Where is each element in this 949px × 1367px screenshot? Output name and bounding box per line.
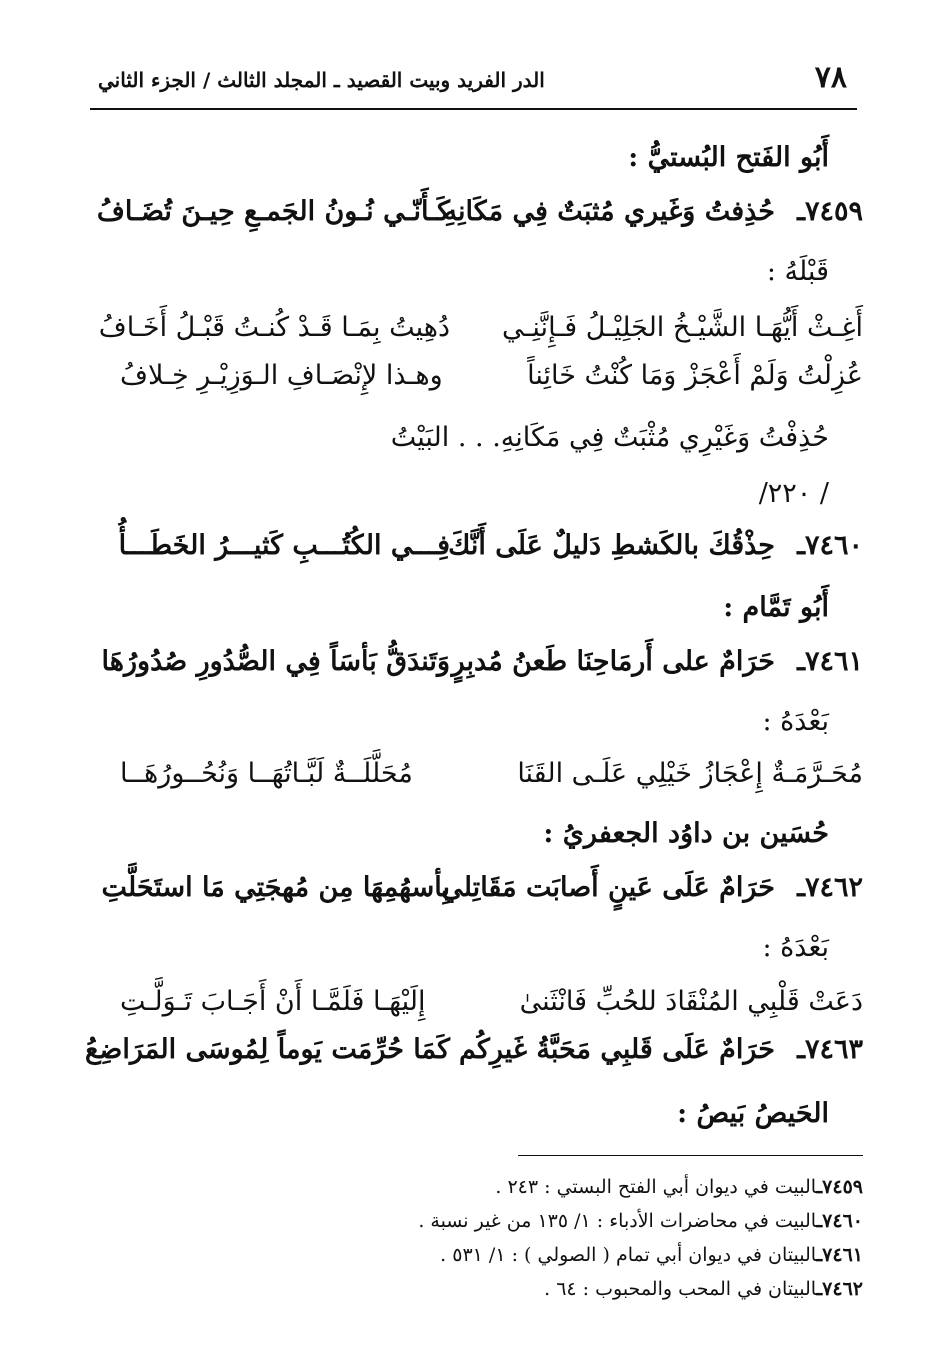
footnote-number: ٧٤٦١ـ bbox=[816, 1244, 863, 1266]
verse-first-hemistich: أَغِـثْ أَيُّهَـا الشَّيْـخُ الجَلِيْـلُ فَـإِنَّنِـي bbox=[502, 312, 863, 343]
poet-heading: حُسَين بن داوُد الجعفريُ : bbox=[543, 818, 829, 849]
page-reference: / ٢٢٠/ bbox=[758, 478, 829, 509]
verse-line bbox=[120, 530, 863, 578]
footnote-text: البيتان في ديوان أبي تمام ( الصولي ) : ١/ ٥٣١ . bbox=[440, 1244, 817, 1266]
verse-second-hemistich: مُحَلَّلَــةٌ لَبَّـاتُهَــا وَنُحُــورُهَــا bbox=[120, 758, 413, 789]
verse-second-hemistich: إِلَيْهَـا فَلَمَّـا أَنْ أَجَـابَ تَـوَلَّـتِ bbox=[120, 986, 426, 1017]
poet-heading: أَبُو تَمَّام : bbox=[723, 592, 829, 623]
verse-number: ٧٤٦٠ـ bbox=[797, 530, 863, 561]
verse-second-hemistich: كَمَا حُرِّمَت يَوماً لِمُوسَى المَرَاضِعُ bbox=[85, 1034, 450, 1065]
verse-first-hemistich: حَرَامٌ عَلَى قَلبِي مَحَبَّةُ غَيرِكُم bbox=[459, 1034, 775, 1065]
footnote-number: ٧٤٦٠ـ bbox=[816, 1210, 863, 1232]
footnote-divider bbox=[518, 1155, 863, 1156]
page-number: ٧٨ bbox=[814, 60, 847, 95]
verse-line bbox=[96, 196, 863, 244]
verse-line bbox=[120, 758, 863, 806]
verse-line bbox=[101, 646, 863, 694]
verse-number: ٧٤٥٩ـ bbox=[797, 196, 863, 227]
verse-first-hemistich: حَرَامٌ على أَرمَاحِنَا طَعنُ مُدبِرٍ bbox=[451, 646, 775, 677]
verse-second-hemistich: بِأسهُمِهَا مِن مُهجَتِي مَا استَحَلَّتِ bbox=[101, 872, 450, 903]
footnote-number: ٧٤٦٢ـ bbox=[816, 1278, 863, 1300]
verse-first-hemistich: مُحَـرَّمَـةٌ إِعْجَازُ خَيْلِي عَلَـى القَنَا bbox=[517, 758, 863, 789]
section-label: بَعْدَهُ : bbox=[762, 706, 829, 737]
verse-line bbox=[120, 360, 863, 408]
verse-first-hemistich: دَعَتْ قَلْبِي المُنْقَادَ للحُبِّ فَانْثَنىٰ bbox=[519, 986, 863, 1017]
verse-second-hemistich: فِـــي الكُتُـــبِ كَثيـــرُ الخَطَـــأُ bbox=[118, 530, 450, 561]
verse-number: ٧٤٦١ـ bbox=[797, 646, 863, 677]
verse-line bbox=[98, 312, 863, 360]
footnote-text: البيت في محاضرات الأدباء : ١/ ١٣٥ من غير نسبة . bbox=[418, 1210, 817, 1232]
verse-first-hemistich: عُزِلْتُ وَلَمْ أَعْجَزْ وَمَا كُنْتُ خَائِناً bbox=[527, 360, 863, 391]
verse-line bbox=[85, 1034, 863, 1082]
running-title: الدر الفريد وبيت القصيد ـ المجلد الثالث / الجزء الثاني bbox=[98, 68, 545, 92]
footnote-text: البيت في ديوان أبي الفتح البستي : ٢٤٣ . bbox=[495, 1176, 817, 1198]
footnote bbox=[544, 1278, 863, 1300]
verse-second-hemistich: وهـذا لإِنْصَـافِ الـوَزِيْـرِ خِـلافُ bbox=[120, 360, 443, 391]
verse-number: ٧٤٦٢ـ bbox=[797, 872, 863, 903]
footnote bbox=[418, 1210, 863, 1232]
poet-heading: الحَيصُ بَيصُ : bbox=[677, 1098, 829, 1129]
quoted-verse: حُذِفْتُ وَغَيْرِي مُثْبَتٌ فِي مَكَانِهِ. . . البَيْتُ bbox=[390, 422, 829, 453]
footnote-number: ٧٤٥٩ـ bbox=[816, 1176, 863, 1198]
footnote bbox=[440, 1244, 863, 1266]
poet-heading: أَبُو الفَتح البُستيُّ : bbox=[628, 142, 829, 173]
verse-line bbox=[120, 986, 863, 1034]
section-label: بَعْدَهُ : bbox=[762, 932, 829, 963]
verse-line bbox=[101, 872, 863, 920]
section-label: قَبْلَهُ : bbox=[766, 256, 829, 287]
verse-second-hemistich: كَـأَنّـي نُـونُ الجَمـعِ حِيـنَ تُضَـافُ bbox=[96, 196, 450, 227]
footnote-text: البيتان في المحب والمحبوب : ٦٤ . bbox=[544, 1278, 817, 1300]
verse-first-hemistich: حَرَامٌ عَلَى عَينٍ أَصابَت مَقَاتِلي bbox=[441, 872, 775, 903]
verse-second-hemistich: وَتَندَقُّ بَأسَاً فِي الصُّدُورِ صُدُورُهَا bbox=[101, 646, 450, 677]
footnote bbox=[495, 1176, 863, 1198]
verse-second-hemistich: دُهِيتُ بِمَـا قَـدْ كُنـتُ قَبْـلُ أَخَـافُ bbox=[98, 312, 450, 343]
header-divider bbox=[90, 108, 857, 110]
verse-first-hemistich: حُذِفتُ وَغَيري مُثبَتٌ فِي مَكَانِهِ bbox=[443, 196, 775, 227]
page-header bbox=[90, 58, 859, 102]
verse-number: ٧٤٦٣ـ bbox=[797, 1034, 863, 1065]
verse-first-hemistich: حِذْقُكَ بالكَشطِ دَليلٌ عَلَى أَنَّكَ bbox=[448, 530, 775, 561]
